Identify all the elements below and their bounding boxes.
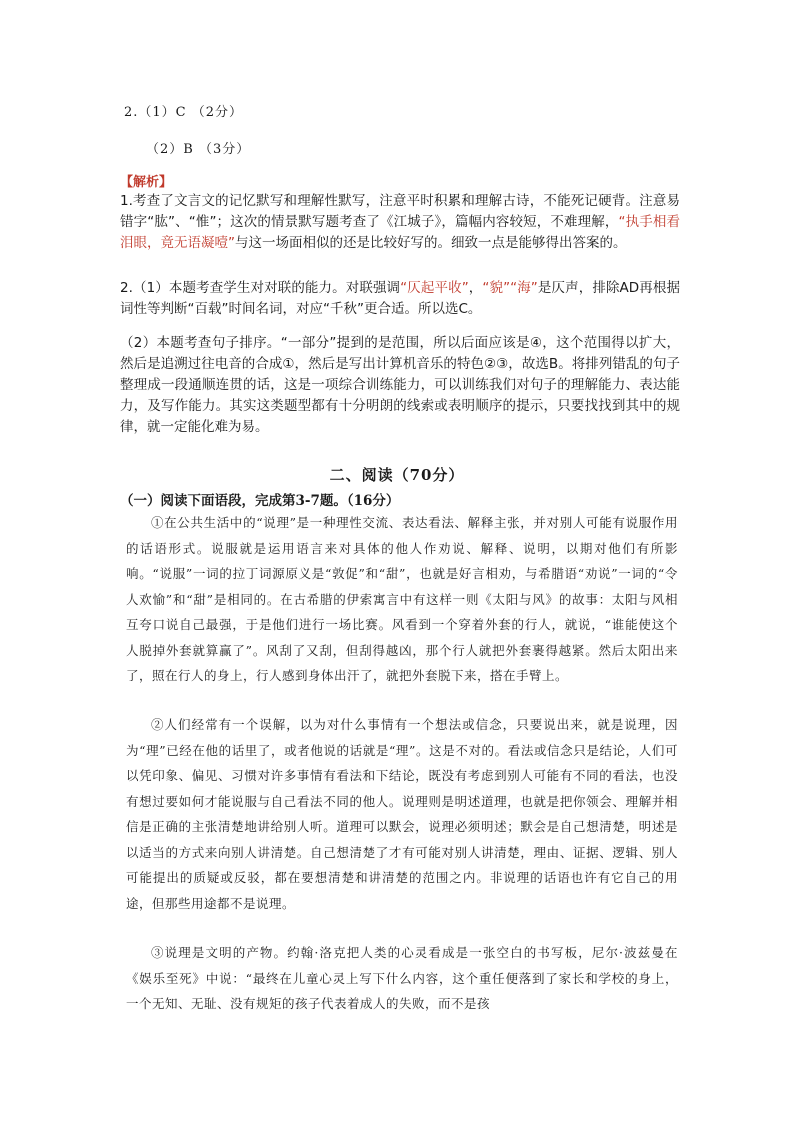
analysis-p2-quote-1: “仄起平收” (400, 280, 469, 296)
analysis-p1-text-a: 1.考查了文言文的记忆默写和理解性默写，注意平时积累和理解古诗，不能死记硬背。注意易错字“肱”、“惟”；这次的情景默写题考查了《江城子》，篇幅内容较短，不难理解， (120, 193, 680, 230)
reading-paragraph-2: ②人们经常有一个误解，以为对什么事情有一个想法或信念，只要说出来，就是说理，因为“理”已经在他的话里了，或者他说的话就是“理”。这是不对的。看法或信念只是结论，人们可以凭印象、偏见、习惯对许多事情有看法和下结论，既没有考虑到别人可能有不同的看法，也没有想过要如何才能说服与自己看法不同的他人。说理则是明述道理，也就是把你领会、理解并相信是正确的主张清楚地讲给别人听。道理可以默会，说理必须明述；默会是自己想清楚，明述是以适当的方式来向别人讲清楚。自己想清楚了才有可能对别人讲清楚，理由、证据、逻辑、别人可能提出的质疑或反驳，都在要想清楚和讲清楚的范围之内。非说理的话语也许有它自己的用途，但那些用途都不是说理。 (126, 717, 678, 911)
analysis-p2-text-c: 是仄声，排除AD再根据词性等判断“百载”时间名词，对应“千秋”更合适。所以选C。 (120, 280, 680, 317)
analysis-heading: 【解析】 (120, 175, 173, 190)
answer-2-1: 2.（1）C （2分） (124, 105, 244, 120)
analysis-p2-quote-2: “貌”“海” (482, 280, 538, 296)
section-title: 二、阅读（70分） (329, 466, 465, 484)
section-subtitle: （一）阅读下面语段，完成第3-7题。（16分） (120, 493, 400, 509)
analysis-paragraph-3: （2）本题考查句子排序。“一部分”提到的是范围，所以后面应该是④，这个范围得以扩大，然后是追溯过往电音的合成①，然后是写出计算机音乐的特色②③，故选B。将排列错乱的句子整理成一段通顺连贯的话，这是一项综合训练能力，可以训练我们对句子的理解能力、表达能力，及写作能力。其实这类题型都有十分明朗的线索或表明顺序的提示，只要找找到其中的规律，就一定能化难为易。 (120, 335, 680, 435)
analysis-p2-text-a: 2.（1）本题考查学生对对联的能力。对联强调 (120, 280, 401, 296)
reading-paragraph-1: ①在公共生活中的“说理”是一种理性交流、表达看法、解释主张，并对别人可能有说服作用的话语形式。说服就是运用语言来对具体的他人作劝说、解释、说明，以期对他们有所影响。“说服”一词的拉丁词源原义是“敦促”和“甜”，也就是好言相劝，与希腊语“劝说”一词的“令人欢愉”和“甜”是相同的。在古希腊的伊索寓言中有这样一则《太阳与风》的故事：太阳与风相互夸口说自己最强，于是他们进行一场比赛。风看到一个穿着外套的行人，就说，“谁能使这个人脱掉外套就算赢了”。风刮了又刮，但刮得越凶，那个行人就把外套裹得越紧。然后太阳出来了，照在行人的身上，行人感到身体出汗了，就把外套脱下来，搭在手臂上。 (126, 515, 678, 683)
analysis-paragraph-1 (120, 191, 680, 254)
analysis-p1-quote: “执手相看泪眼，竟无语凝噎” (120, 214, 680, 251)
analysis-p2-text-b: ， (468, 280, 483, 296)
answer-2-2: （2）B （3分） (146, 142, 251, 157)
reading-paragraph-3: ③说理是文明的产物。约翰·洛克把人类的心灵看成是一张空白的书写板，尼尔·波兹曼在《娱乐至死》中说：“最终在儿童心灵上写下什么内容，这个重任便落到了家长和学校的身上，一个无知、无耻、没有规矩的孩子代表着成人的失败，而不是孩 (126, 945, 678, 1011)
analysis-p1-text-b: 与这一场面相似的还是比较好写的。细致一点是能够得出答案的。 (235, 235, 627, 251)
analysis-paragraph-2 (120, 278, 680, 320)
